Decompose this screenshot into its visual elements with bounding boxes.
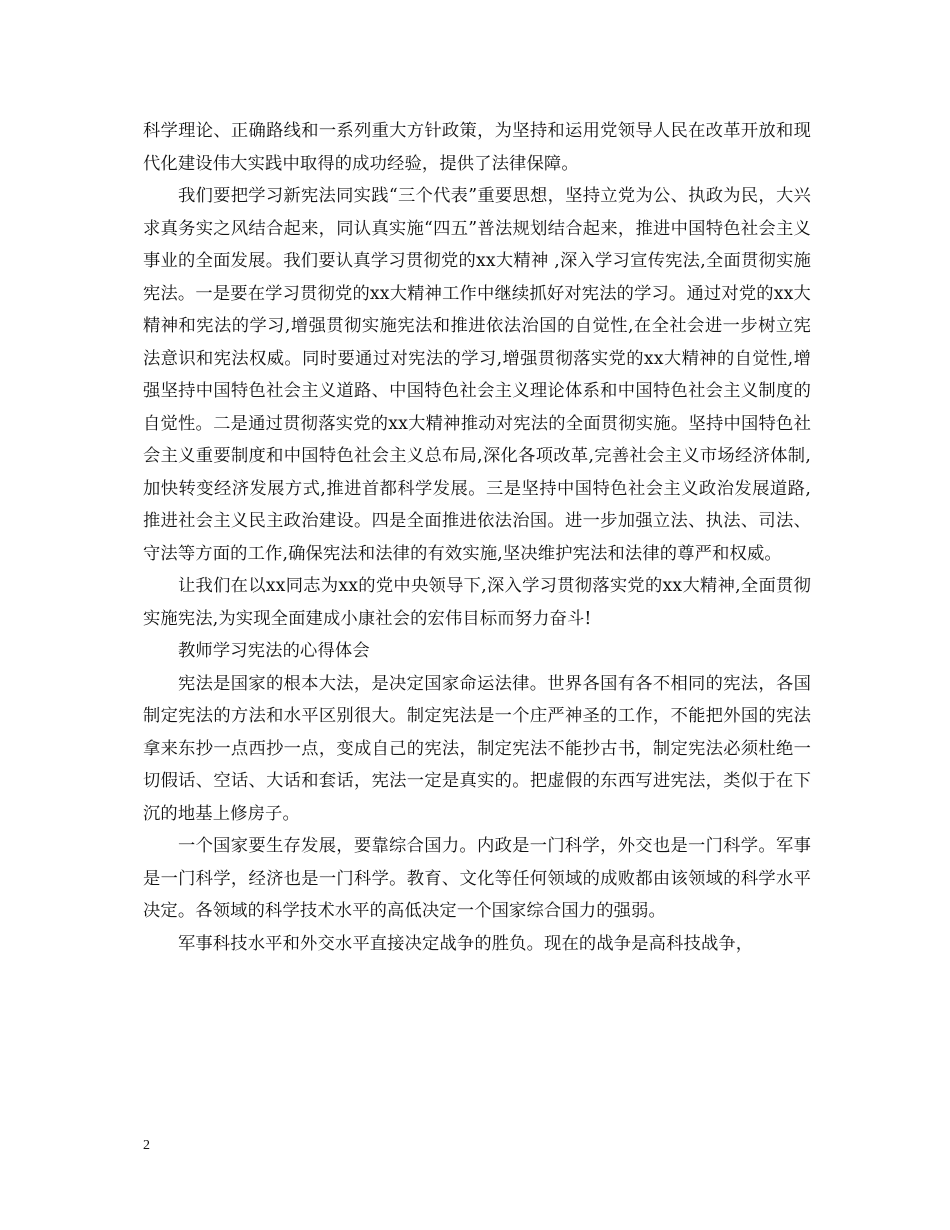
paragraph-continuation: 科学理论、正确路线和一系列重大方针政策，为坚持和运用党领导人民在改革开放和现代化建设伟大实践中取得的成功经验，提供了法律保障。 <box>143 121 811 174</box>
paragraph-call-to-action: 让我们在以xx同志为xx的党中央领导下,深入学习贯彻落实党的xx大精神,全面贯彻实施宪法,为实现全面建成小康社会的宏伟目标而努力奋斗! <box>143 576 811 629</box>
paragraph-study-constitution: 我们要把学习新宪法同实践“三个代表”重要思想，坚持立党为公、执政为民，大兴求真务实之风结合起来，同认真实施“四五”普法规划结合起来，推进中国特色社会主义事业的全面发展。我们要认真学习贯彻党的xx大精神 ,深入学习宣传宪法,全面贯彻实施宪法。一是要在学习贯彻党的xx大精神工作中继续抓好对宪法的学习。通过对党的xx大精神和宪法的学习,增强贯彻实施宪法和推进依法治国的自觉性,在全社会进一步树立宪法意识和宪法权威。同时要通过对宪法的学习,增强贯彻落实党的xx大精神的自觉性,增强坚持中国特色社会主义道路、中国特色社会主义理论体系和中国特色社会主义制度的自觉性。二是通过贯彻落实党的xx大精神推动对宪法的全面贯彻实施。坚持中国特色社会主义重要制度和中国特色社会主义总布局,深化各项改革,完善社会主义市场经济体制,加快转变经济发展方式,推进首都科学发展。三是坚持中国特色社会主义政治发展道路,推进社会主义民主政治建设。四是全面推进依法治国。进一步加强立法、执法、司法、守法等方面的工作,确保宪法和法律的有效实施,坚决维护宪法和法律的尊严和权威。 <box>143 186 811 564</box>
paragraph-national-strength: 一个国家要生存发展，要靠综合国力。内政是一门科学，外交也是一门科学。军事是一门科学，经济也是一门科学。教育、文化等任何领域的成败都由该领域的科学水平决定。各领域的科学技术水平的高低决定一个国家综合国力的强弱。 <box>143 836 811 921</box>
paragraph-military-technology: 军事科技水平和外交水平直接决定战争的胜负。现在的战争是高科技战争， <box>178 933 754 954</box>
section-heading: 教师学习宪法的心得体会 <box>178 641 370 661</box>
paragraph-constitution-fundamental-law: 宪法是国家的根本大法，是决定国家命运法律。世界各国有各不相同的宪法，各国制定宪法的方法和水平区别很大。制定宪法是一个庄严神圣的工作，不能把外国的宪法拿来东抄一点西抄一点，变成自己的宪法，制定宪法不能抄古书，制定宪法必须杜绝一切假话、空话、大话和套话，宪法一定是真实的。把虚假的东西写进宪法，类似于在下沉的地基上修房子。 <box>143 673 811 824</box>
document-body <box>143 115 811 960</box>
page-number: 2 <box>143 1138 150 1153</box>
